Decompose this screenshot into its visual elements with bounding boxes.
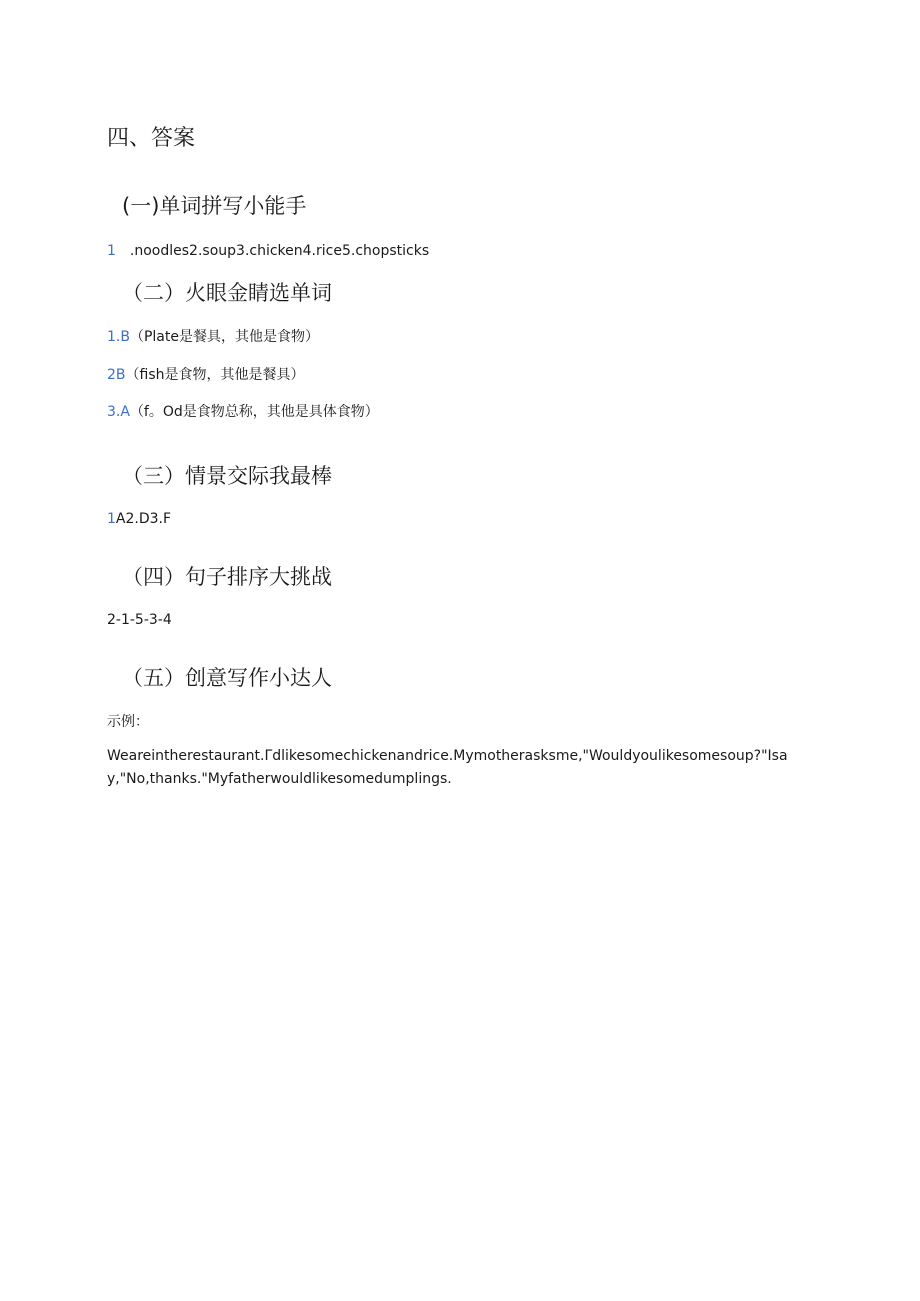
answer-number: 1 [107, 511, 116, 527]
answer-number: 1 [107, 243, 116, 259]
answer-number: 3.A [107, 404, 130, 420]
answer-line-choose-2 [107, 365, 305, 385]
answer-text: A2.D3.F [115, 511, 172, 527]
answer-line-dialogue [107, 509, 171, 529]
answer-text: （f。Od是食物总称，其他是具体食物） [129, 404, 379, 420]
section-heading-sentence-order: （四）句子排序大挑战 [122, 565, 332, 589]
answer-text: （fish是食物，其他是餐具） [125, 367, 305, 383]
page-title: 四、答案 [107, 126, 196, 151]
section-heading-writing: （五）创意写作小达人 [122, 666, 332, 690]
answer-number: 2B [107, 367, 126, 383]
answer-number: 1.B [107, 329, 130, 345]
example-essay: Weareintherestaurant.Γdlikesomechickenandrice.Mymotherasksme,"Wouldyoulikesomesoup?"Isay,"No,thanks."Myfatherwouldlikesomedumplings. [107, 748, 788, 787]
section-heading-choose-word: （二）火眼金睛选单词 [122, 281, 332, 305]
example-label: 示例： [107, 714, 149, 730]
answer-line-sentence-order [107, 610, 172, 630]
answer-line-spelling [107, 241, 429, 261]
answer-line-choose-3 [107, 402, 379, 422]
section-heading-spelling: (一)单词拼写小能手 [122, 194, 307, 218]
section-heading-dialogue: （三）情景交际我最棒 [122, 464, 332, 488]
answer-text: （Plate是餐具，其他是食物） [129, 329, 319, 345]
answer-line-choose-1 [107, 327, 319, 347]
answer-text: .noodles2.soup3.chicken4.rice5.chopsticks [129, 243, 430, 259]
answer-text: 2-1-5-3-4 [107, 612, 172, 628]
